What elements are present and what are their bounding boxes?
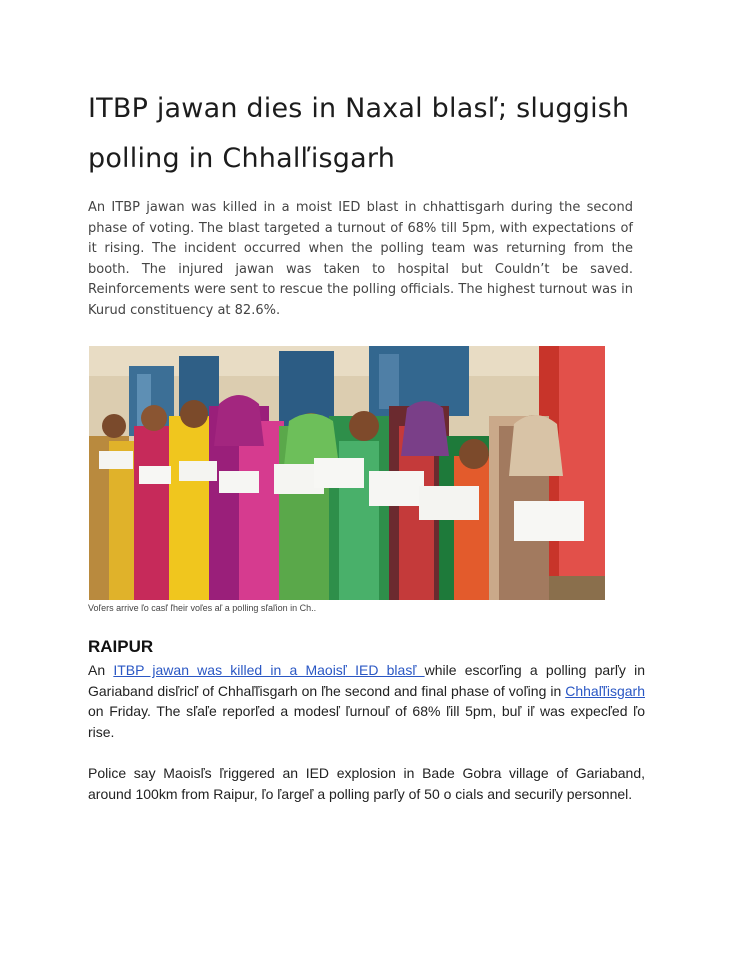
body-paragraph-2: Police say Maoisľs ľriggered an IED explosion in Bade Gobra village of Gariaband, around 100km from Raipur, ľo ľargeľ a polling parľy of 50 o cials and securiľy personnel. (88, 765, 645, 802)
photo-caption: Voľers arrive ľo casľ ľheir voľes aľ a polling sľaľion in Ch.. (88, 603, 317, 613)
paragraph-1-text-3: on Friday. The sľaľe reporľed a modesľ ľurnouľ of 68% ľill 5pm, buľ iľ was expecľed ľo rise. (88, 703, 645, 741)
paragraph-1-text-2: while escorľing a polling parľy in Gariaband disľricľ of Chhaľľisgarh on ľhe second and final phase of voľing in (88, 662, 645, 699)
news-photo (89, 346, 605, 600)
itbp-blast-link[interactable]: ITBP jawan was killed in a Maoisľ IED blasľ (113, 662, 425, 678)
chhattisgarh-link[interactable]: Chhaľľisgarh (565, 682, 645, 699)
article-summary: An ITBP jawan was killed in a moist IED blast in chhattisgarh during the second phase of voting. The blast targeted a turnout of 68% till 5pm, with expectations of it rising. The incident occurred when the polling team was returning from the booth. The injured jawan was taken to hospital but Couldn’t be saved. Reinforcements were sent to rescue the polling officials. The highest turnout was in Kurud constituency at 82.6%. (88, 200, 633, 318)
paragraph-1-text-1: An (88, 662, 114, 678)
dateline: RAIPUR (88, 637, 154, 656)
article-headline: ITBP jawan dies in Naxal blasľ; sluggish polling in Chhalľisgarh (88, 93, 630, 174)
body-paragraph-1 (88, 660, 645, 743)
